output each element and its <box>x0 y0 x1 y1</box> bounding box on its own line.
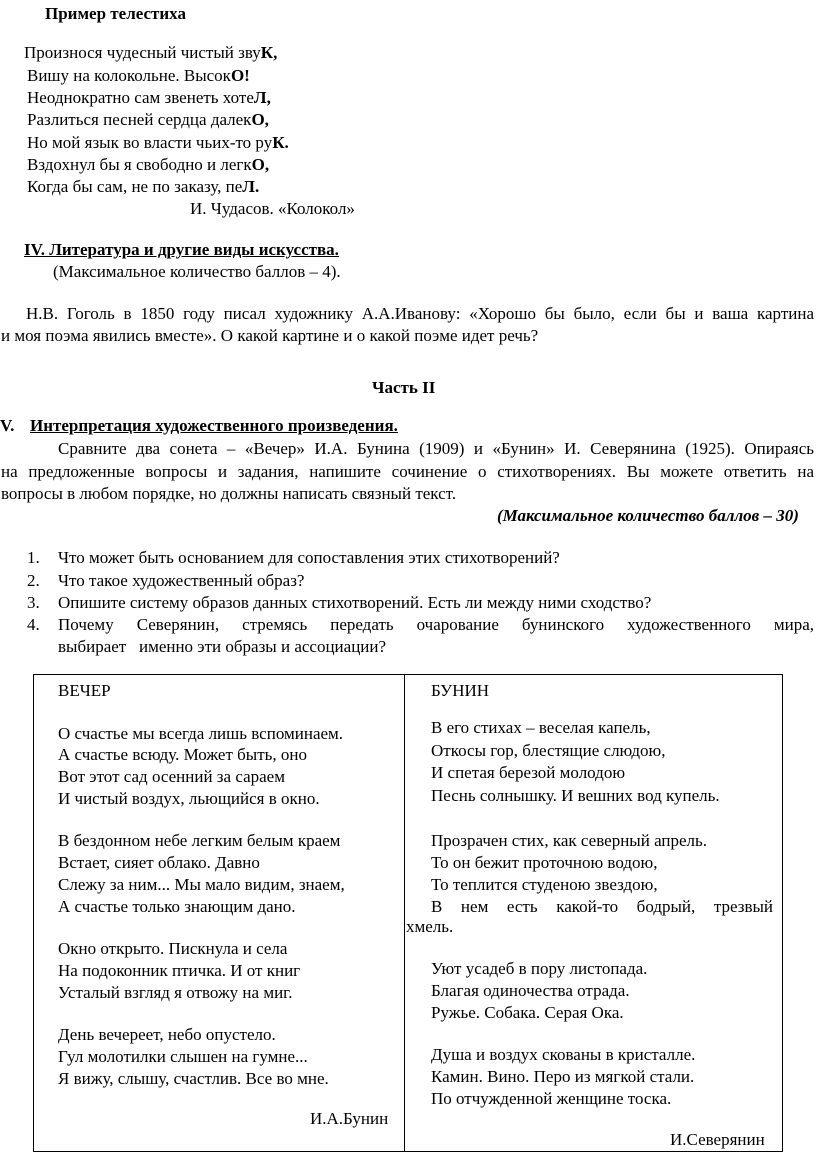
question-number: 3. <box>27 593 40 612</box>
poem-line: Уют усадеб в пору листопада. <box>431 959 648 978</box>
poem-line: Откосы гор, блестящие слюдою, <box>431 741 666 760</box>
question-text-line2: выбирает именно эти образы и ассоциации? <box>58 637 387 656</box>
question-number: 1. <box>27 548 40 567</box>
poem-line: То теплится студеною звездою, <box>431 875 658 894</box>
telestich-line: Когда бы сам, не по заказу, пеЛ. <box>27 177 260 196</box>
poem-line: А счастье всюду. Может быть, оно <box>58 745 307 764</box>
poem-line: Окно открыто. Пискнула и села <box>58 939 288 958</box>
poem-line: О счастье мы всегда лишь вспоминаем. <box>58 724 344 743</box>
poem-line: День вечереет, небо опустело. <box>58 1025 276 1044</box>
poem-line: И спетая березой молодою <box>431 763 626 782</box>
poem-line: Душа и воздух скованы в кристалле. <box>431 1045 696 1064</box>
poem-line: Благая одиночества отрада. <box>431 981 630 1000</box>
poem-line: В его стихах – веселая капель, <box>431 718 651 737</box>
poem-line: Слежу за ним... Мы мало видим, знаем, <box>58 875 345 894</box>
poem-line: Я вижу, слышу, счастлив. Все во мне. <box>58 1069 329 1088</box>
section5-heading: Интерпретация художественного произведения. <box>30 416 398 435</box>
poem-line: В бездонном небе легким белым краем <box>58 831 341 850</box>
table-column-divider <box>404 675 405 1151</box>
poem-line: Гул молотилки слышен на гумне... <box>58 1047 308 1066</box>
telestich-title: Пример телестиха <box>45 4 186 23</box>
poem-line: Песнь солнышку. И вешних вод купель. <box>431 786 720 805</box>
section4-heading: IV. Литература и другие виды искусства. <box>24 240 339 259</box>
poem-line: Вот этот сад осенний за сараем <box>58 767 285 786</box>
poem-line: Ружье. Собака. Серая Ока. <box>431 1003 624 1022</box>
poem-line: То он бежит проточною водою, <box>431 853 658 872</box>
section5-points: (Максимальное количество баллов – 30) <box>497 506 799 525</box>
section5-intro-line2: на предложенные вопросы и задания, напишите сочинение о стихотворениях. Вы можете ответить на <box>1 462 814 481</box>
question-text: Что может быть основанием для сопоставления этих стихотворений? <box>58 548 560 567</box>
telestich-author: И. Чудасов. «Колокол» <box>190 199 355 218</box>
poem-line: По отчужденной женщине тоска. <box>431 1089 672 1108</box>
poem-title: БУНИН <box>431 681 490 700</box>
poem-line: Встает, сияет облако. Давно <box>58 853 260 872</box>
section4-points: (Максимальное количество баллов – 4). <box>53 262 341 281</box>
poem-author: И.А.Бунин <box>310 1109 389 1128</box>
section5-intro-line3: вопросы в любом порядке, но должны написать связный текст. <box>1 484 457 503</box>
telestich-line: Но мой язык во власти чьих-то руК. <box>27 133 289 152</box>
section4-question-line1: Н.В. Гоголь в 1850 году писал художнику А.А.Иванову: «Хорошо бы было, если бы и ваша картина <box>26 304 814 323</box>
question-number: 4. <box>27 615 40 634</box>
section5-number: V. <box>0 416 15 435</box>
question-text-line1: Почему Северянин, стремясь передать очарование бунинского художественного мира, <box>58 615 814 634</box>
telestich-line: Неоднократно сам звенеть хотеЛ, <box>27 88 271 107</box>
part2-heading: Часть II <box>372 378 436 397</box>
question-text: Что такое художественный образ? <box>58 571 305 590</box>
poem-line: А счастье только знающим дано. <box>58 897 296 916</box>
poem-author: И.Северянин <box>670 1130 765 1149</box>
question-text: Опишите систему образов данных стихотворений. Есть ли между ними сходство? <box>58 593 652 612</box>
poem-line: Камин. Вино. Перо из мягкой стали. <box>431 1067 695 1086</box>
poem-line: На подоконник птичка. И от книг <box>58 961 301 980</box>
poem-title: ВЕЧЕР <box>58 681 111 700</box>
telestich-line: Произнося чудесный чистый звуК, <box>24 43 278 62</box>
poem-line: Прозрачен стих, как северный апрель. <box>431 831 708 850</box>
poem-line: И чистый воздух, льющийся в окно. <box>58 789 320 808</box>
poem-line: Усталый взгляд я отвожу на миг. <box>58 983 293 1002</box>
telestich-line: Вишу на колокольне. ВысокО! <box>27 66 250 85</box>
telestich-line: Вздохнул бы я свободно и легкО, <box>27 155 270 174</box>
poem-line: хмель. <box>406 917 454 936</box>
section5-intro-line1: Сравните два сонета – «Вечер» И.А. Бунина (1909) и «Бунин» И. Северянина (1925). Опираясь <box>58 439 814 458</box>
question-number: 2. <box>27 571 40 590</box>
telestich-line: Разлиться песней сердца далекО, <box>27 110 269 129</box>
poems-table <box>33 674 783 1152</box>
poem-line: В нем есть какой-то бодрый, трезвый <box>431 897 773 916</box>
section4-question-line2: и моя поэма явились вместе». О какой картине и о какой поэме идет речь? <box>1 326 539 345</box>
